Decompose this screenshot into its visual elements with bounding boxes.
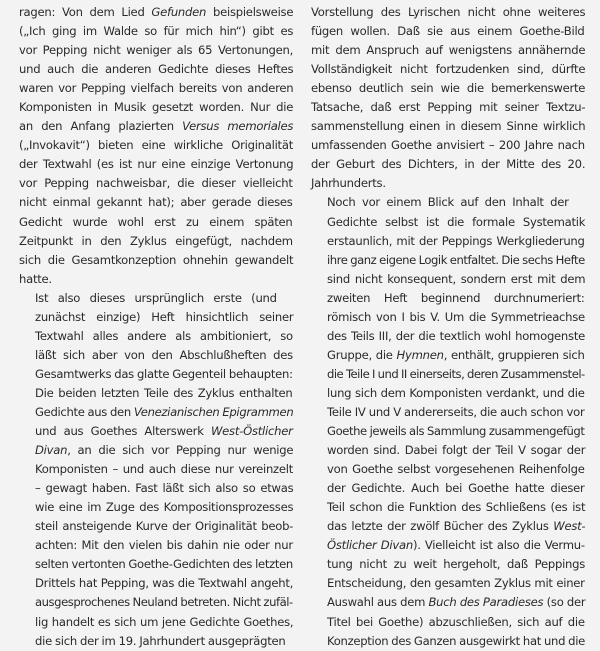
text-line: Drittels hat Pepping, was die Textwahl angeht, [35, 576, 294, 591]
text-line: ebenso deutlich sein wie die bemerkenswerte [311, 81, 586, 96]
text-line: selten vertonten Goethe-Gedichten des letzten [35, 557, 293, 572]
text-line: vor Pepping nicht weniger als 65 Vertonungen, [19, 43, 294, 58]
left-text-column [19, 3, 293, 651]
text-line: der Geburt des Dichters, in der Mitte des 20. [311, 157, 586, 172]
text-line: römisch von I bis V. Um die Symmetrieachse [327, 309, 585, 324]
text-line: Goethe jeweils als Sammlung zusammengefügt [327, 424, 585, 439]
text-line: erstaunlich, mit der Peppings Werkgliederung [327, 233, 585, 248]
text-line: Tatsache, daß erst Pepping mit seiner Textzu- [311, 100, 586, 115]
text-line: Vollständigkeit nicht fortzudenken sind, dürfte [311, 62, 586, 77]
text-line: zunächst einzige) Heft hinsichtlich seiner [35, 309, 294, 324]
text-line: der Gedichte. Auch bei Goethe hatte dieser [327, 481, 585, 496]
text-line: Konzeption des Ganzen ausgewirkt hat und die [327, 633, 585, 648]
text-line: – gewagt haben. Fast läßt sich also so etwas [35, 481, 294, 496]
text-line: („Ich ging im Walde so für mich hin“) gibt es [19, 24, 294, 39]
text-line: lig handelt es sich um jene Gedichte Goethes, [35, 614, 294, 629]
text-line: Teil schon die Funktion des Schließens (es ist [327, 500, 586, 515]
text-line: Zeitpunkt in den Zyklus eingefügt, nachdem [19, 233, 293, 248]
text-line: läßt sich aber von den Abschlußheften des [35, 347, 293, 362]
text-line: achten: Mit den vielen bis dahin nie oder nur [35, 538, 293, 553]
text-line: Gedichte aus den Venezianischen Epigrammen [35, 404, 294, 419]
text-line: an den Anfang plazierten Versus memoriales [19, 119, 294, 134]
text-line: Textwahl alles andere als ambitioniert, so [35, 328, 293, 343]
text-line: Entscheidung, den gesamten Zyklus mit einer [327, 576, 585, 591]
text-line: Vorstellung des Lyrischen nicht ohne weiteres [311, 5, 586, 19]
text-line: umfassenden Goethe anvisiert – 200 Jahre nach [311, 138, 585, 153]
text-line: von Goethe selbst vorgesehenen Reihenfolge [327, 462, 585, 477]
text-line: („Invokavit“) bieten eine wirkliche Originalität [19, 138, 294, 153]
text-line: der Textwahl (es ist nur eine einzige Vertonung [19, 157, 294, 172]
text-line: ragen: Von dem Lied Gefunden beispielsweise [19, 5, 294, 19]
text-line: nicht einmal gekannt hat); aber gerade dieses [19, 195, 293, 210]
text-line: Gruppe, die Hymnen, enthält, gruppieren sich [327, 347, 585, 362]
text-line: sammenstellung einen in diesem Sinne wirklich [311, 119, 586, 134]
text-line: hatte. [19, 271, 52, 286]
text-line: Die beiden letzten Teile des Zyklus enthalten [35, 385, 293, 400]
text-line: wie eine im Zuge des Kompositionsprozesses [35, 500, 294, 515]
text-line: ihre ganz eigene Logik entfaltet. Die sechs Hefte [327, 252, 585, 267]
text-line: waren vor Pepping vielfach bereits von anderen [19, 81, 294, 96]
text-line: die Teile I und II einerseits, deren Zusammenstel- [327, 366, 585, 381]
paragraph [19, 3, 293, 289]
text-line: die sich der im 19. Jahrhundert ausgeprägten [35, 633, 286, 648]
text-line: vor Pepping nachweisbar, die dieser vielleicht [19, 176, 293, 191]
paragraph [311, 3, 585, 193]
text-line: mit dem Anspruch auf wenigstens annähernde [311, 43, 586, 58]
text-line: Teile IV und V andererseits, die auch schon vor [327, 404, 585, 419]
text-line: zweiten Heft beginnend durchnumeriert: [327, 290, 585, 305]
right-text-column [311, 3, 585, 651]
text-line: steil ansteigende Kurve der Originalität beob- [35, 519, 294, 534]
text-line: sind nicht konsequent, sondern erst mit dem [327, 271, 586, 286]
text-line: sich die Gesamtkonzeption ohnehin gewandelt [19, 252, 294, 267]
text-line: und aus Goethes Alterswerk West-Östlicher [35, 424, 293, 439]
text-line: Divan, an die sich vor Pepping nur wenige [35, 443, 294, 458]
text-line: Gedicht wurde wohl erst zu einem späten [19, 214, 293, 229]
text-line: und auch die anderen Gedichte dieses Heftes [19, 62, 294, 77]
text-line: lung sich dem Komponisten verdankt, und die [327, 385, 585, 400]
text-line: Gesamtwerks das glatte Gegenteil behaupten: [35, 366, 293, 381]
text-line: des Teils III, der die textlich wohl homogenste [327, 328, 585, 343]
text-line: ausgesprochenes Neuland betreten. Nicht zufäl- [35, 595, 293, 610]
text-line: fügen wollen. Daß sie aus einem Goethe-Bild [311, 24, 585, 39]
text-line: Komponisten in Musik gesetzt worden. Nur die [19, 100, 294, 115]
text-line: Titel bei Goethe) abzuschließen, sich auf die [327, 614, 585, 629]
text-line: Noch vor einem Blick auf den Inhalt der [327, 195, 569, 210]
text-line: Jahrhunderts. [311, 176, 386, 191]
paragraph [19, 289, 293, 651]
text-line: Komponisten – und auch diese nur vereinzelt [35, 462, 294, 477]
text-line: tung nicht zu weit hergeholt, daß Peppings [327, 557, 586, 572]
paragraph [311, 193, 585, 650]
text-line: Östlicher Divan). Vielleicht ist also die Vermu- [327, 538, 585, 553]
text-line: Auswahl aus dem Buch des Paradieses (so der [327, 595, 586, 610]
text-line: Ist also dieses ursprünglich erste (und [35, 290, 277, 305]
text-line: das letzte der zwölf Bücher des Zyklus West- [327, 519, 586, 534]
text-line: worden sind. Dabei folgt der Teil V sogar der [327, 443, 586, 458]
text-line: Gedichte selbst ist die formale Systematik [327, 214, 586, 229]
